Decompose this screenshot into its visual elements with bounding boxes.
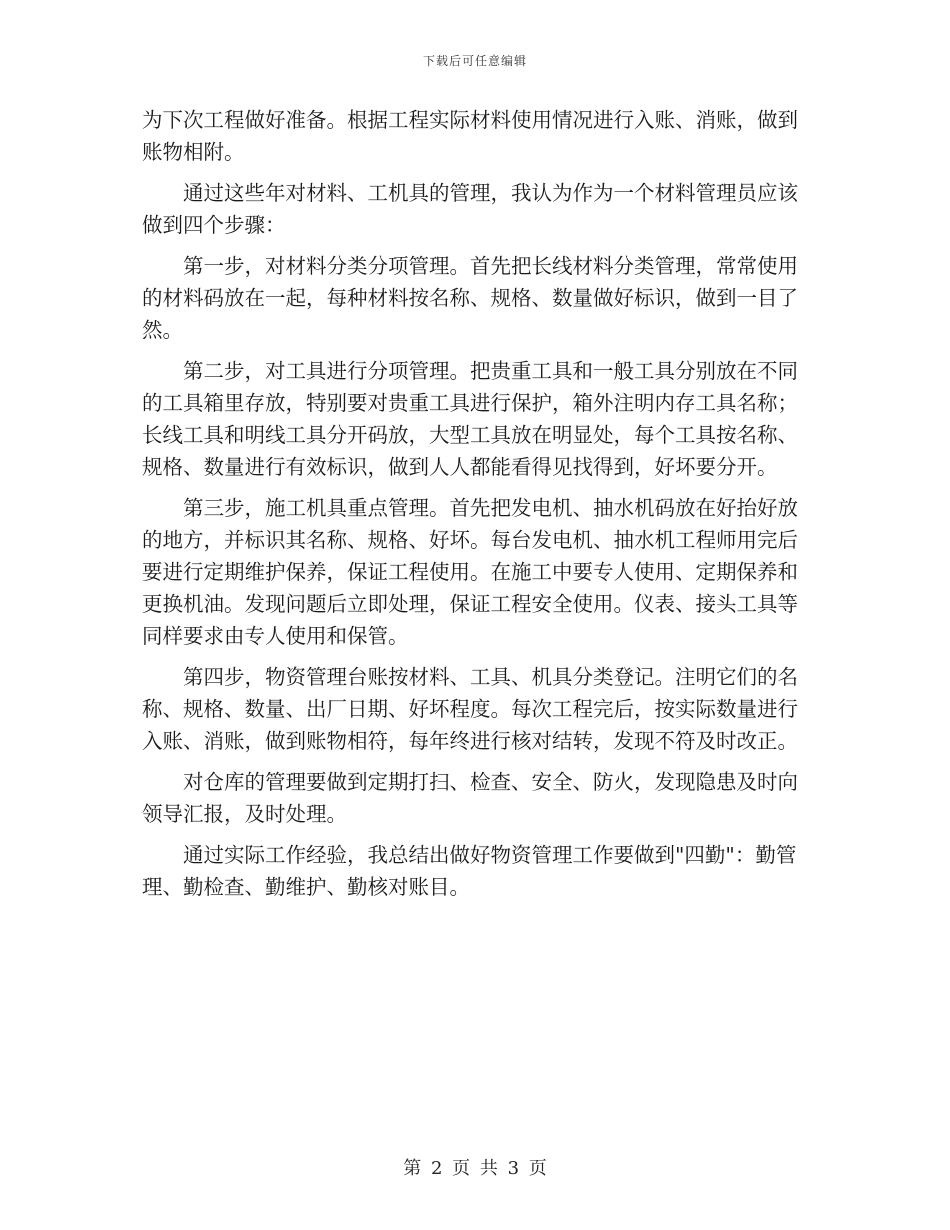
paragraph-step-two: 第二步，对工具进行分项管理。把贵重工具和一般工具分别放在不同的工具箱里存放，特别要对贵重工具进行保护，箱外注明内存工具名称；长线工具和明线工具分开码放，大型工具放在明显处，每个工具按名称、规格、数量进行有效标识，做到人人都能看得见找得到，好坏要分开。	[142, 359, 798, 479]
paragraph-step-four: 第四步，物资管理台账按材料、工具、机具分类登记。注明它们的名称、规格、数量、出厂日期、好坏程度。每次工程完后，按实际数量进行入账、消账，做到账物相符，每年终进行核对结转，发现不符及时改正。	[142, 665, 798, 753]
paragraph-intro: 通过这些年对材料、工机具的管理，我认为作为一个材料管理员应该做到四个步骤：	[142, 181, 798, 237]
document-body	[142, 104, 810, 912]
paragraph-warehouse: 对仓库的管理要做到定期打扫、检查、安全、防火，发现隐患及时向领导汇报，及时处理。	[142, 770, 798, 826]
paragraph-step-three: 第三步，施工机具重点管理。首先把发电机、抽水机码放在好抬好放的地方，并标识其名称、规格、好坏。每台发电机、抽水机工程师用完后要进行定期维护保养，保证工程使用。在施工中要专人使用、定期保养和更换机油。发现问题后立即处理，保证工程安全使用。仪表、接头工具等同样要求由专人使用和保管。	[142, 496, 798, 648]
page-header: 下载后可任意编辑	[422, 54, 527, 68]
paragraph-step-one: 第一步，对材料分类分项管理。首先把长线材料分类管理，常常使用的材料码放在一起，每种材料按名称、规格、数量做好标识，做到一目了然。	[142, 254, 798, 342]
paragraph-conclusion: 通过实际工作经验，我总结出做好物资管理工作要做到"四勤"：勤管理、勤检查、勤维护、勤核对账目。	[142, 843, 797, 899]
page-number: 第 2 页 共 3 页	[403, 1158, 547, 1179]
paragraph-continuation: 为下次工程做好准备。根据工程实际材料使用情况进行入账、消账，做到账物相附。	[142, 108, 798, 164]
